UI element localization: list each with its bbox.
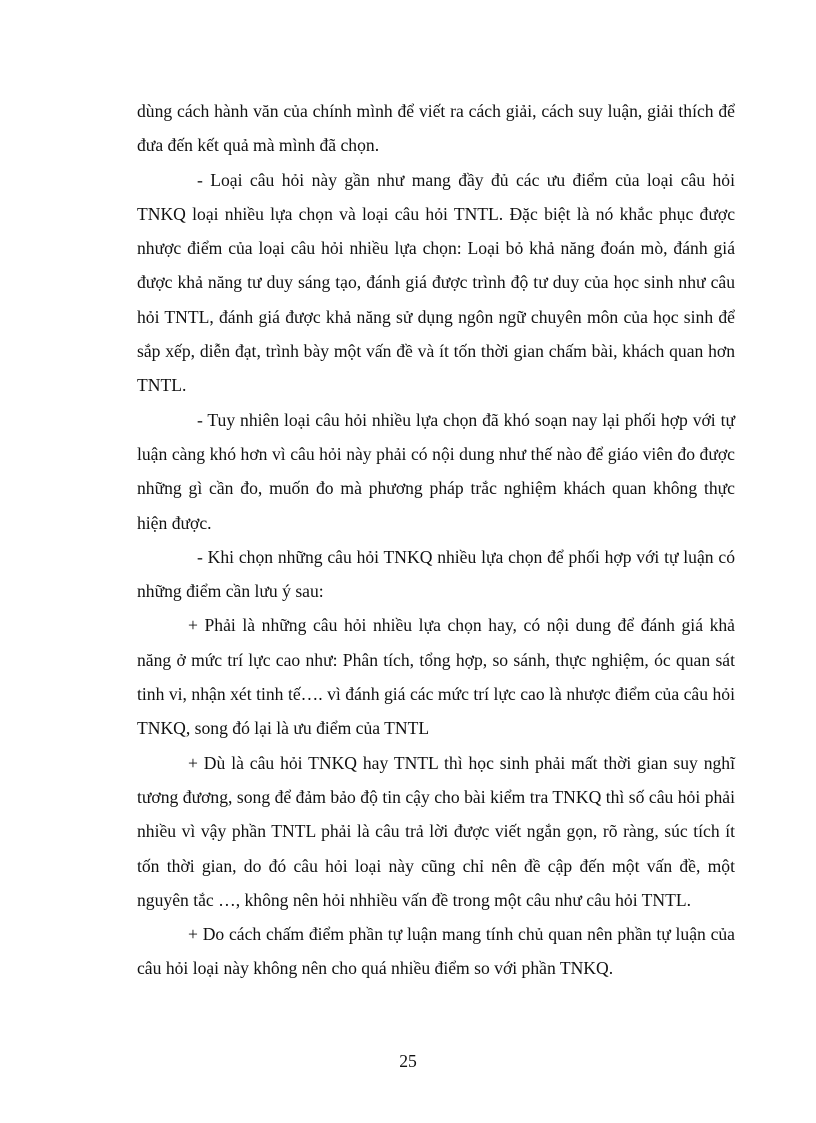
paragraph-continuation: dùng cách hành văn của chính mình để viết ra cách giải, cách suy luận, giải thích để đưa đến kết quả mà mình đã chọn. [137,101,735,156]
page-number: 25 [399,1051,417,1071]
paragraph-difficulty: - Tuy nhiên loại câu hỏi nhiều lựa chọn đã khó soạn nay lại phối hợp với tự luận càng khó hơn vì câu hỏi này phải có nội dung như thế nào để giáo viên đo được những gì cần đo, muốn đo mà phương pháp trắc nghiệm khách quan không thực hiện được. [137,409,735,533]
paragraph-advantages: - Loại câu hỏi này gần như mang đầy đủ các ưu điểm của loại câu hỏi TNKQ loại nhiều lựa chọn và loại câu hỏi TNTL. Đặc biệt là nó khắc phục được nhược điểm của loại câu hỏi nhiều lựa chọn: Loại bỏ khả năng đoán mò, đánh giá được khả năng tư duy sáng tạo, đánh giá được trình độ tư duy của học sinh như câu hỏi TNTL, đánh giá được khả năng sử dụng ngôn ngữ chuyên môn của học sinh để sắp xếp, diễn đạt, trình bày một vấn đề và ít tốn thời gian chấm bài, khách quan hơn TNTL. [137,169,735,396]
paragraph-selection-notes: - Khi chọn những câu hỏi TNKQ nhiều lựa chọn để phối hợp với tự luận có những điểm cần lưu ý sau: [137,546,735,602]
paragraph-bullet-scoring: + Do cách chấm điểm phần tự luận mang tính chủ quan nên phần tự luận của câu hỏi loại này không nên cho quá nhiều điểm so với phần TNKQ. [137,924,735,979]
body-text [137,94,735,986]
paragraph-bullet-time: + Dù là câu hỏi TNKQ hay TNTL thì học sinh phải mất thời gian suy nghĩ tương đương, song để đảm bảo độ tin cậy cho bài kiểm tra TNKQ thì số câu hỏi phải nhiều vì vậy phần TNTL phải là câu trả lời được viết ngắn gọn, rõ ràng, súc tích ít tốn thời gian, do đó câu hỏi loại này cũng chỉ nên đề cập đến một vấn đề, một nguyên tắc …, không nên hỏi nhhiều vấn đề trong một câu như câu hỏi TNTL. [137,752,735,910]
paragraph-bullet-quality: + Phải là những câu hỏi nhiều lựa chọn hay, có nội dung để đánh giá khả năng ở mức trí lực cao như: Phân tích, tổng hợp, so sánh, thực nghiệm, óc quan sát tinh vi, nhận xét tinh tế…. vì đánh giá các mức trí lực cao là nhược điểm của câu hỏi TNKQ, song đó lại là ưu điểm của TNTL [137,615,735,739]
